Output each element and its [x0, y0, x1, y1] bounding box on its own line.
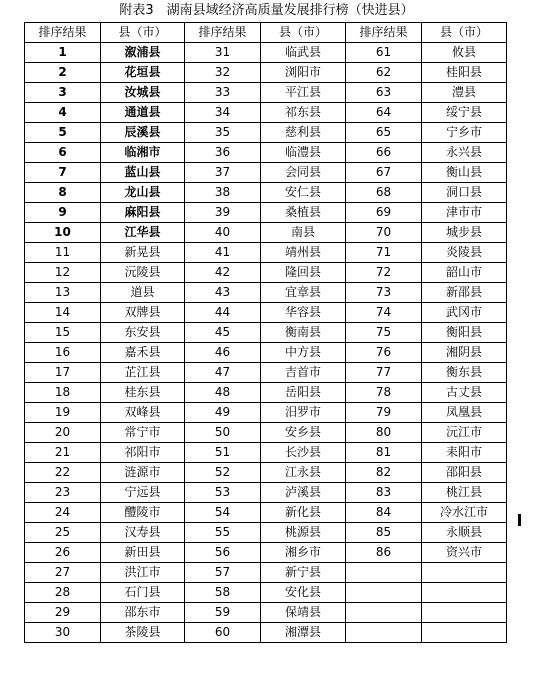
county-cell: 祁阳市: [101, 443, 185, 463]
table-row: [25, 543, 507, 563]
county-cell: 吉首市: [261, 363, 346, 383]
county-cell: 双牌县: [101, 303, 185, 323]
county-cell: [422, 563, 507, 583]
rank-cell: 78: [346, 383, 422, 403]
table-row: [25, 383, 507, 403]
rank-cell: 67: [346, 163, 422, 183]
rank-cell: 72: [346, 263, 422, 283]
county-cell: [422, 603, 507, 623]
county-cell: [422, 623, 507, 643]
county-cell: 沅江市: [422, 423, 507, 443]
rank-cell: 75: [346, 323, 422, 343]
rank-cell: [346, 563, 422, 583]
rank-cell: 51: [185, 443, 261, 463]
rank-cell: 32: [185, 63, 261, 83]
rank-cell: 33: [185, 83, 261, 103]
county-cell: 辰溪县: [101, 123, 185, 143]
county-cell: 祁东县: [261, 103, 346, 123]
county-cell: 茶陵县: [101, 623, 185, 643]
header-county-1: 县（市）: [101, 23, 185, 43]
table-row: [25, 343, 507, 363]
rank-cell: 22: [25, 463, 101, 483]
county-cell: 醴陵市: [101, 503, 185, 523]
rank-cell: 76: [346, 343, 422, 363]
county-cell: 攸县: [422, 43, 507, 63]
table-row: [25, 43, 507, 63]
county-cell: 城步县: [422, 223, 507, 243]
rank-cell: 64: [346, 103, 422, 123]
rank-cell: 42: [185, 263, 261, 283]
rank-cell: 52: [185, 463, 261, 483]
county-cell: 韶山市: [422, 263, 507, 283]
rank-cell: 68: [346, 183, 422, 203]
county-cell: 湘阴县: [422, 343, 507, 363]
table-row: [25, 243, 507, 263]
county-cell: 龙山县: [101, 183, 185, 203]
county-cell: 双峰县: [101, 403, 185, 423]
county-cell: 宁远县: [101, 483, 185, 503]
county-cell: 永顺县: [422, 523, 507, 543]
county-cell: 花垣县: [101, 63, 185, 83]
rank-cell: 54: [185, 503, 261, 523]
rank-cell: 10: [25, 223, 101, 243]
county-cell: 新邵县: [422, 283, 507, 303]
rank-cell: 69: [346, 203, 422, 223]
edge-mark: [518, 514, 521, 526]
rank-cell: 41: [185, 243, 261, 263]
table-row: [25, 603, 507, 623]
county-cell: 邵阳县: [422, 463, 507, 483]
rank-cell: 82: [346, 463, 422, 483]
county-cell: 新田县: [101, 543, 185, 563]
county-cell: 中方县: [261, 343, 346, 363]
county-cell: 靖州县: [261, 243, 346, 263]
rank-cell: 71: [346, 243, 422, 263]
rank-cell: 26: [25, 543, 101, 563]
rank-cell: 86: [346, 543, 422, 563]
county-cell: 江华县: [101, 223, 185, 243]
rank-cell: 46: [185, 343, 261, 363]
table-row: [25, 523, 507, 543]
rank-cell: 73: [346, 283, 422, 303]
table-row: [25, 403, 507, 423]
county-cell: 衡南县: [261, 323, 346, 343]
rank-cell: 27: [25, 563, 101, 583]
county-cell: 新晃县: [101, 243, 185, 263]
rank-cell: 79: [346, 403, 422, 423]
rank-cell: [346, 603, 422, 623]
county-cell: 凤凰县: [422, 403, 507, 423]
rank-cell: 35: [185, 123, 261, 143]
county-cell: 石门县: [101, 583, 185, 603]
rank-cell: 48: [185, 383, 261, 403]
table-body: [25, 43, 507, 643]
county-cell: 炎陵县: [422, 243, 507, 263]
rank-cell: 49: [185, 403, 261, 423]
table-row: [25, 123, 507, 143]
county-cell: 长沙县: [261, 443, 346, 463]
rank-cell: 40: [185, 223, 261, 243]
county-cell: 临澧县: [261, 143, 346, 163]
county-cell: 临湘市: [101, 143, 185, 163]
table-row: [25, 503, 507, 523]
rank-cell: 5: [25, 123, 101, 143]
rank-cell: 2: [25, 63, 101, 83]
county-cell: 蓝山县: [101, 163, 185, 183]
header-row: [25, 23, 507, 43]
county-cell: 耒阳市: [422, 443, 507, 463]
rank-cell: 63: [346, 83, 422, 103]
rank-cell: 84: [346, 503, 422, 523]
table-row: [25, 143, 507, 163]
rank-cell: 29: [25, 603, 101, 623]
county-cell: 邵东市: [101, 603, 185, 623]
county-cell: 会同县: [261, 163, 346, 183]
table-row: [25, 203, 507, 223]
county-cell: 隆回县: [261, 263, 346, 283]
county-cell: 桂东县: [101, 383, 185, 403]
county-cell: 嘉禾县: [101, 343, 185, 363]
county-cell: 桑植县: [261, 203, 346, 223]
rank-cell: 61: [346, 43, 422, 63]
rank-cell: 65: [346, 123, 422, 143]
rank-cell: 38: [185, 183, 261, 203]
rank-cell: 50: [185, 423, 261, 443]
county-cell: 华容县: [261, 303, 346, 323]
county-cell: 湘潭县: [261, 623, 346, 643]
table-row: [25, 483, 507, 503]
rank-cell: 66: [346, 143, 422, 163]
header-county-2: 县（市）: [261, 23, 346, 43]
table-row: [25, 363, 507, 383]
county-cell: 洪江市: [101, 563, 185, 583]
table-row: [25, 103, 507, 123]
rank-cell: 85: [346, 523, 422, 543]
table-header: [25, 23, 507, 43]
table-row: [25, 323, 507, 343]
rank-cell: 58: [185, 583, 261, 603]
rank-cell: 57: [185, 563, 261, 583]
rank-cell: 83: [346, 483, 422, 503]
county-cell: 保靖县: [261, 603, 346, 623]
rank-cell: 55: [185, 523, 261, 543]
county-cell: 宜章县: [261, 283, 346, 303]
county-cell: 古丈县: [422, 383, 507, 403]
county-cell: 临武县: [261, 43, 346, 63]
county-cell: 江永县: [261, 463, 346, 483]
table-row: [25, 263, 507, 283]
ranking-table: [24, 22, 507, 643]
county-cell: 泸溪县: [261, 483, 346, 503]
county-cell: 平江县: [261, 83, 346, 103]
rank-cell: 18: [25, 383, 101, 403]
county-cell: 沅陵县: [101, 263, 185, 283]
rank-cell: 20: [25, 423, 101, 443]
table-row: [25, 183, 507, 203]
rank-cell: 16: [25, 343, 101, 363]
table-row: [25, 563, 507, 583]
county-cell: 衡山县: [422, 163, 507, 183]
rank-cell: 21: [25, 443, 101, 463]
county-cell: 东安县: [101, 323, 185, 343]
table-row: [25, 583, 507, 603]
rank-cell: 80: [346, 423, 422, 443]
rank-cell: 6: [25, 143, 101, 163]
rank-cell: 59: [185, 603, 261, 623]
county-cell: 道县: [101, 283, 185, 303]
rank-cell: 28: [25, 583, 101, 603]
county-cell: 岳阳县: [261, 383, 346, 403]
county-cell: 溆浦县: [101, 43, 185, 63]
table-row: [25, 63, 507, 83]
table-row: [25, 83, 507, 103]
county-cell: 安乡县: [261, 423, 346, 443]
county-cell: 新化县: [261, 503, 346, 523]
county-cell: 芷江县: [101, 363, 185, 383]
rank-cell: 77: [346, 363, 422, 383]
header-county-3: 县（市）: [422, 23, 507, 43]
county-cell: 津市市: [422, 203, 507, 223]
rank-cell: 4: [25, 103, 101, 123]
county-cell: 安仁县: [261, 183, 346, 203]
county-cell: 新宁县: [261, 563, 346, 583]
rank-cell: [346, 623, 422, 643]
county-cell: 通道县: [101, 103, 185, 123]
rank-cell: 70: [346, 223, 422, 243]
rank-cell: 34: [185, 103, 261, 123]
rank-cell: 3: [25, 83, 101, 103]
header-rank-1: 排序结果: [25, 23, 101, 43]
county-cell: 常宁市: [101, 423, 185, 443]
rank-cell: 23: [25, 483, 101, 503]
rank-cell: 8: [25, 183, 101, 203]
table-row: [25, 223, 507, 243]
county-cell: 湘乡市: [261, 543, 346, 563]
rank-cell: 1: [25, 43, 101, 63]
rank-cell: 11: [25, 243, 101, 263]
county-cell: 桂阳县: [422, 63, 507, 83]
county-cell: 汨罗市: [261, 403, 346, 423]
table-row: [25, 163, 507, 183]
rank-cell: 81: [346, 443, 422, 463]
county-cell: 慈利县: [261, 123, 346, 143]
rank-cell: 39: [185, 203, 261, 223]
county-cell: 澧县: [422, 83, 507, 103]
rank-cell: 24: [25, 503, 101, 523]
table-row: [25, 443, 507, 463]
rank-cell: 53: [185, 483, 261, 503]
rank-cell: 60: [185, 623, 261, 643]
rank-cell: 56: [185, 543, 261, 563]
county-cell: 涟源市: [101, 463, 185, 483]
rank-cell: 14: [25, 303, 101, 323]
county-cell: 永兴县: [422, 143, 507, 163]
table-row: [25, 623, 507, 643]
rank-cell: 12: [25, 263, 101, 283]
rank-cell: [346, 583, 422, 603]
rank-cell: 43: [185, 283, 261, 303]
county-cell: 南县: [261, 223, 346, 243]
county-cell: 绥宁县: [422, 103, 507, 123]
table-row: [25, 303, 507, 323]
county-cell: 麻阳县: [101, 203, 185, 223]
header-rank-2: 排序结果: [185, 23, 261, 43]
rank-cell: 62: [346, 63, 422, 83]
rank-cell: 44: [185, 303, 261, 323]
county-cell: 桃源县: [261, 523, 346, 543]
county-cell: 洞口县: [422, 183, 507, 203]
rank-cell: 37: [185, 163, 261, 183]
county-cell: 宁乡市: [422, 123, 507, 143]
county-cell: [422, 583, 507, 603]
table-row: [25, 283, 507, 303]
rank-cell: 31: [185, 43, 261, 63]
page-title: 附表3 湖南县域经济高质量发展排行榜（快进县）: [119, 3, 414, 18]
county-cell: 安化县: [261, 583, 346, 603]
county-cell: 浏阳市: [261, 63, 346, 83]
county-cell: 桃江县: [422, 483, 507, 503]
rank-cell: 17: [25, 363, 101, 383]
county-cell: 汉寿县: [101, 523, 185, 543]
rank-cell: 74: [346, 303, 422, 323]
table-row: [25, 463, 507, 483]
rank-cell: 19: [25, 403, 101, 423]
rank-cell: 9: [25, 203, 101, 223]
county-cell: 冷水江市: [422, 503, 507, 523]
rank-cell: 30: [25, 623, 101, 643]
table-row: [25, 423, 507, 443]
rank-cell: 7: [25, 163, 101, 183]
county-cell: 衡阳县: [422, 323, 507, 343]
header-rank-3: 排序结果: [346, 23, 422, 43]
rank-cell: 13: [25, 283, 101, 303]
rank-cell: 25: [25, 523, 101, 543]
rank-cell: 15: [25, 323, 101, 343]
rank-cell: 36: [185, 143, 261, 163]
county-cell: 衡东县: [422, 363, 507, 383]
county-cell: 武冈市: [422, 303, 507, 323]
rank-cell: 47: [185, 363, 261, 383]
county-cell: 资兴市: [422, 543, 507, 563]
rank-cell: 45: [185, 323, 261, 343]
county-cell: 汝城县: [101, 83, 185, 103]
